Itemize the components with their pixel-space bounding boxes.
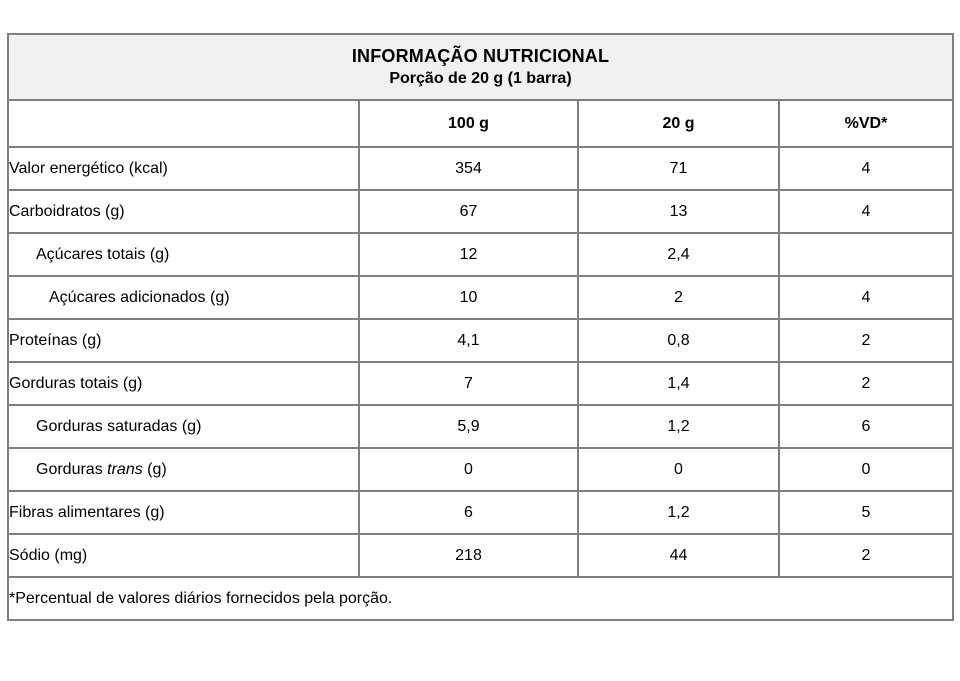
value-100g: 4,1 xyxy=(359,319,578,362)
row-label xyxy=(8,448,359,491)
row-label xyxy=(8,491,359,534)
column-header-row xyxy=(8,100,953,147)
value-100g: 12 xyxy=(359,233,578,276)
table-header xyxy=(8,34,953,100)
nutrition-table xyxy=(7,33,954,621)
row-label xyxy=(8,534,359,577)
footnote: *Percentual de valores diários fornecidos pela porção. xyxy=(8,577,953,620)
table-subtitle: Porção de 20 g (1 barra) xyxy=(389,70,572,88)
row-label xyxy=(8,362,359,405)
value-vd: 5 xyxy=(779,491,953,534)
row-label-text: Sódio (mg) xyxy=(9,546,88,564)
value-vd xyxy=(779,233,953,276)
value-20g: 44 xyxy=(578,534,779,577)
row-label-text: Gorduras totais (g) xyxy=(9,374,143,392)
table-row xyxy=(8,147,953,190)
table-row xyxy=(8,405,953,448)
row-label-italic: trans xyxy=(107,460,143,478)
table-row xyxy=(8,534,953,577)
column-header-blank xyxy=(8,100,359,147)
value-100g: 6 xyxy=(359,491,578,534)
value-20g: 0,8 xyxy=(578,319,779,362)
title-row xyxy=(8,34,953,100)
footnote-row xyxy=(8,577,953,620)
value-20g: 13 xyxy=(578,190,779,233)
row-label xyxy=(8,405,359,448)
table-row xyxy=(8,276,953,319)
row-label xyxy=(8,233,359,276)
row-label-text: Açúcares totais (g) xyxy=(36,245,170,263)
row-label-text: Gorduras saturadas (g) xyxy=(36,417,202,435)
value-100g: 7 xyxy=(359,362,578,405)
table-row xyxy=(8,448,953,491)
row-label-text: Valor energético (kcal) xyxy=(9,159,168,177)
value-20g: 0 xyxy=(578,448,779,491)
value-100g: 10 xyxy=(359,276,578,319)
value-20g: 2 xyxy=(578,276,779,319)
table-title: INFORMAÇÃO NUTRICIONAL xyxy=(351,45,610,66)
row-label-text: Fibras alimentares (g) xyxy=(9,503,165,521)
row-label xyxy=(8,147,359,190)
column-header-20g: 20 g xyxy=(578,100,779,147)
value-100g: 67 xyxy=(359,190,578,233)
row-label-text: Gorduras xyxy=(36,460,108,478)
value-20g: 1,2 xyxy=(578,405,779,448)
value-100g: 354 xyxy=(359,147,578,190)
value-vd: 6 xyxy=(779,405,953,448)
value-vd: 4 xyxy=(779,147,953,190)
value-20g: 1,2 xyxy=(578,491,779,534)
value-vd: 2 xyxy=(779,534,953,577)
value-vd: 0 xyxy=(779,448,953,491)
value-vd: 2 xyxy=(779,362,953,405)
value-vd: 2 xyxy=(779,319,953,362)
value-100g: 0 xyxy=(359,448,578,491)
value-vd: 4 xyxy=(779,276,953,319)
value-100g: 218 xyxy=(359,534,578,577)
value-vd: 4 xyxy=(779,190,953,233)
value-20g: 71 xyxy=(578,147,779,190)
row-label xyxy=(8,190,359,233)
row-label-text: Proteínas (g) xyxy=(9,331,102,349)
value-20g: 2,4 xyxy=(578,233,779,276)
row-label xyxy=(8,319,359,362)
row-label-suffix: (g) xyxy=(142,460,167,478)
value-100g: 5,9 xyxy=(359,405,578,448)
table-row xyxy=(8,491,953,534)
column-header-vd: %VD* xyxy=(779,100,953,147)
table-row xyxy=(8,233,953,276)
table-row xyxy=(8,362,953,405)
column-header-100g: 100 g xyxy=(359,100,578,147)
value-20g: 1,4 xyxy=(578,362,779,405)
row-label xyxy=(8,276,359,319)
table-row xyxy=(8,319,953,362)
row-label-text: Carboidratos (g) xyxy=(9,202,125,220)
table-row xyxy=(8,190,953,233)
row-label-text: Açúcares adicionados (g) xyxy=(49,288,230,306)
